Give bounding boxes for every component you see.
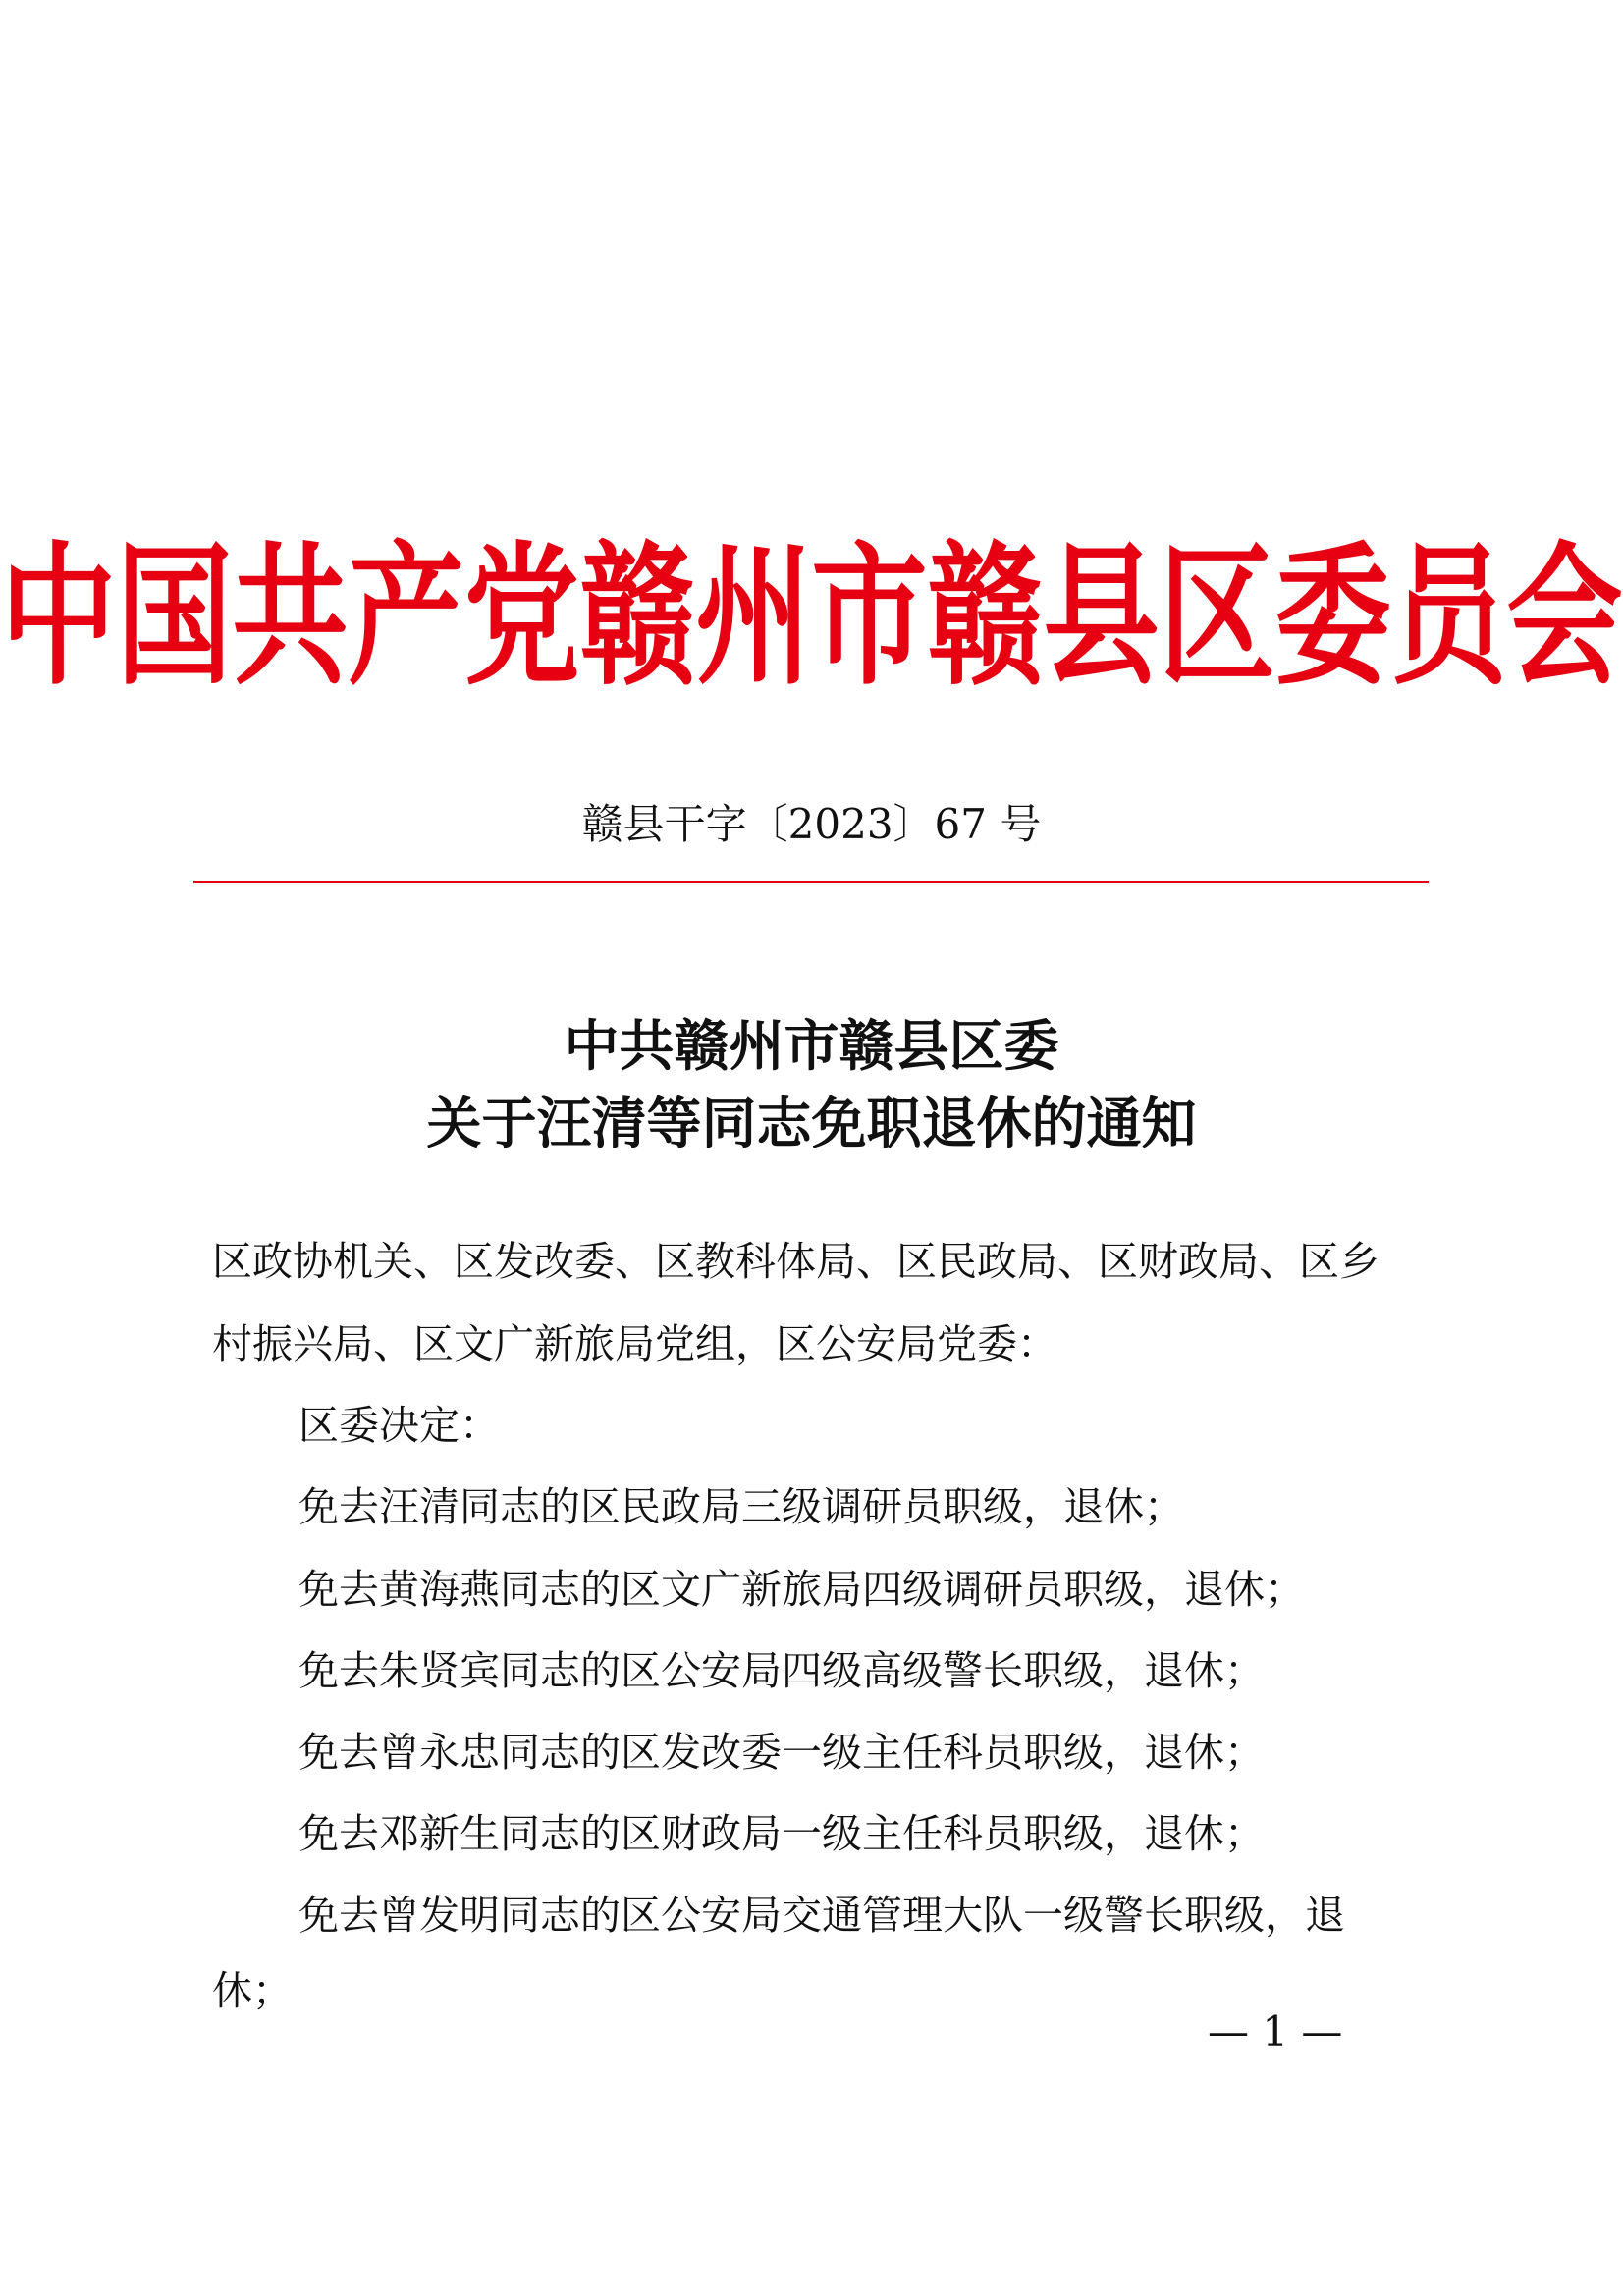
red-separator-line <box>193 881 1429 883</box>
document-number: 赣县干字〔2023〕67 号 <box>581 800 1042 848</box>
page-number: — 1 — <box>1208 2007 1343 2056</box>
decision-intro: 区委决定： <box>298 1402 500 1449</box>
issuing-organization-header: 中国共产党赣州市赣县区委员会 <box>0 525 1623 707</box>
document-title-line-2: 关于汪清等同志免职退休的通知 <box>426 1092 1197 1156</box>
decision-item: 免去汪清同志的区民政局三级调研员职级，退休； <box>298 1483 1184 1530</box>
decision-item-continuation: 休； <box>212 1967 293 2014</box>
decision-item: 免去邓新生同志的区财政局一级主任科员职级，退休； <box>298 1810 1265 1857</box>
addressee-line-1: 区政协机关、区发改委、区教科体局、区民政局、区财政局、区乡 <box>212 1238 1380 1285</box>
document-title-line-1: 中共赣州市赣县区委 <box>564 1014 1059 1079</box>
addressee-line-2: 村振兴局、区文广新旅局党组，区公安局党委： <box>212 1320 1057 1367</box>
decision-item: 免去黄海燕同志的区文广新旅局四级调研员职级，退休； <box>298 1566 1305 1613</box>
decision-item: 免去曾发明同志的区公安局交通管理大队一级警长职级，退 <box>298 1892 1345 1939</box>
decision-item: 免去曾永忠同志的区发改委一级主任科员职级，退休； <box>298 1729 1265 1776</box>
decision-item: 免去朱贤宾同志的区公安局四级高级警长职级，退休； <box>298 1647 1265 1694</box>
